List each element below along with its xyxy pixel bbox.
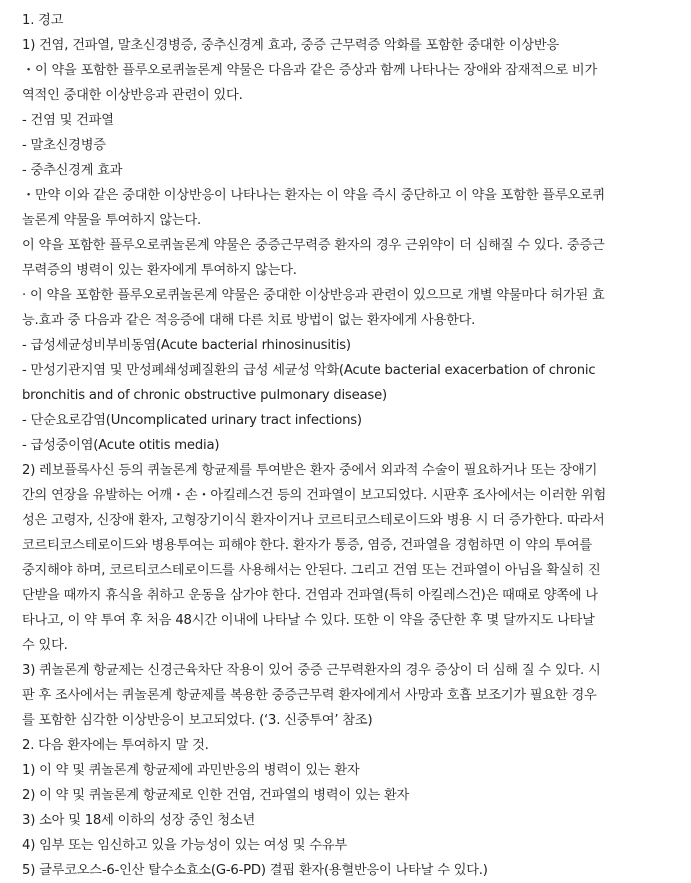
subsection-heading: 1) 건염, 건파열, 말초신경병증, 중추신경계 효과, 중증 근무력증 악화를 포함한 중대한 이상반응 xyxy=(22,38,559,53)
section-heading-contraindications: 2. 다음 환자에는 투여하지 말 것. xyxy=(22,738,209,753)
paragraph-line: 중지해야 하며, 코르티코스테로이드를 사용해서는 안된다. 그리고 건염 또는 건파열이 아님을 확실히 진 xyxy=(22,563,601,578)
list-item: 5) 글루코오스-6-인산 탈수소효소(G-6-PD) 결핍 환자(용혈반응이 나타날 수 있다.) xyxy=(22,863,488,878)
list-item: - 중추신경계 효과 xyxy=(22,163,123,178)
list-item: - 건염 및 건파열 xyxy=(22,113,114,128)
paragraph-line: 를 포함한 심각한 이상반응이 보고되었다. (‘3. 신중투여’ 참조) xyxy=(22,713,373,728)
list-item: - 급성세균성비부비동염(Acute bacterial rhinosinusitis) xyxy=(22,338,351,353)
paragraph-line: 성은 고령자, 신장애 환자, 고형장기이식 환자이거나 코르티코스테로이드와 병용 시 더 증가한다. 따라서 xyxy=(22,513,605,528)
paragraph-line: 타나고, 이 약 투여 후 처음 48시간 이내에 나타날 수 있다. 또한 이 약을 중단한 후 몇 달까지도 나타날 xyxy=(22,613,595,628)
paragraph-line: 2) 레보플록사신 등의 퀴놀론계 항균제를 투여받은 환자 중에서 외과적 수술이 필요하거나 또는 장애기 xyxy=(22,463,598,478)
paragraph-line: · 이 약을 포함한 플루오로퀴놀론계 약물은 중대한 이상반응과 관련이 있으므로 개별 약물마다 허가된 효 xyxy=(22,288,605,303)
paragraph-line: 3) 퀴놀론계 항균제는 신경근육차단 작용이 있어 중증 근무력환자의 경우 증상이 더 심해 질 수 있다. 시 xyxy=(22,663,601,678)
list-item: 4) 임부 또는 임신하고 있을 가능성이 있는 여성 및 수유부 xyxy=(22,838,347,853)
list-item: - 말초신경병증 xyxy=(22,138,106,153)
paragraph-line: 수 있다. xyxy=(22,638,68,653)
paragraph-line: 무력증의 병력이 있는 환자에게 투여하지 않는다. xyxy=(22,263,297,278)
paragraph-line: ・이 약을 포함한 플루오로퀴놀론계 약물은 다음과 같은 증상과 함께 나타나는 장애와 잠재적으로 비가 xyxy=(22,63,597,78)
paragraph-line: 능.효과 중 다음과 같은 적응증에 대해 다른 치료 방법이 없는 환자에게 사용한다. xyxy=(22,313,476,328)
list-item: - 만성기관지염 및 만성폐쇄성폐질환의 급성 세균성 악화(Acute bacterial exacerbation of chronic xyxy=(22,363,596,378)
list-item: bronchitis and of chronic obstructive pulmonary disease) xyxy=(22,388,387,403)
list-item: - 단순요로감염(Uncomplicated urinary tract infections) xyxy=(22,413,362,428)
paragraph-line: 판 후 조사에서는 퀴놀론계 항균제를 복용한 중증근무력 환자에게서 사망과 호흡 보조기가 필요한 경우 xyxy=(22,688,597,703)
paragraph-line: 단받을 때까지 휴식을 취하고 운동을 삼가야 한다. 건염과 건파열(특히 아킬레스건)은 때때로 양쪽에 나 xyxy=(22,588,598,603)
paragraph-line: 간의 연장을 유발하는 어깨・손・아킬레스건 등의 건파열이 보고되었다. 시판후 조사에서는 이러한 위험 xyxy=(22,488,606,503)
paragraph-line: 역적인 중대한 이상반응과 관련이 있다. xyxy=(22,88,243,103)
paragraph-line: ・만약 이와 같은 중대한 이상반응이 나타나는 환자는 이 약을 즉시 중단하고 이 약을 포함한 플루오로퀴 xyxy=(22,188,605,203)
list-item: - 급성중이염(Acute otitis media) xyxy=(22,438,220,453)
paragraph-line: 이 약을 포함한 플루오로퀴놀론계 약물은 중증근무력증 환자의 경우 근위약이 더 심해질 수 있다. 중증근 xyxy=(22,238,605,253)
paragraph-line: 놀론계 약물을 투여하지 않는다. xyxy=(22,213,201,228)
list-item: 1) 이 약 및 퀴놀론계 항균제에 과민반응의 병력이 있는 환자 xyxy=(22,763,360,778)
section-heading-warning: 1. 경고 xyxy=(22,13,64,28)
list-item: 2) 이 약 및 퀴놀론계 항균제로 인한 건염, 건파열의 병력이 있는 환자 xyxy=(22,788,410,803)
list-item: 3) 소아 및 18세 이하의 성장 중인 청소년 xyxy=(22,813,256,828)
paragraph-line: 코르티코스테로이드와 병용투여는 피해야 한다. 환자가 통증, 염증, 건파열을 경험하면 이 약의 투여를 xyxy=(22,538,592,553)
